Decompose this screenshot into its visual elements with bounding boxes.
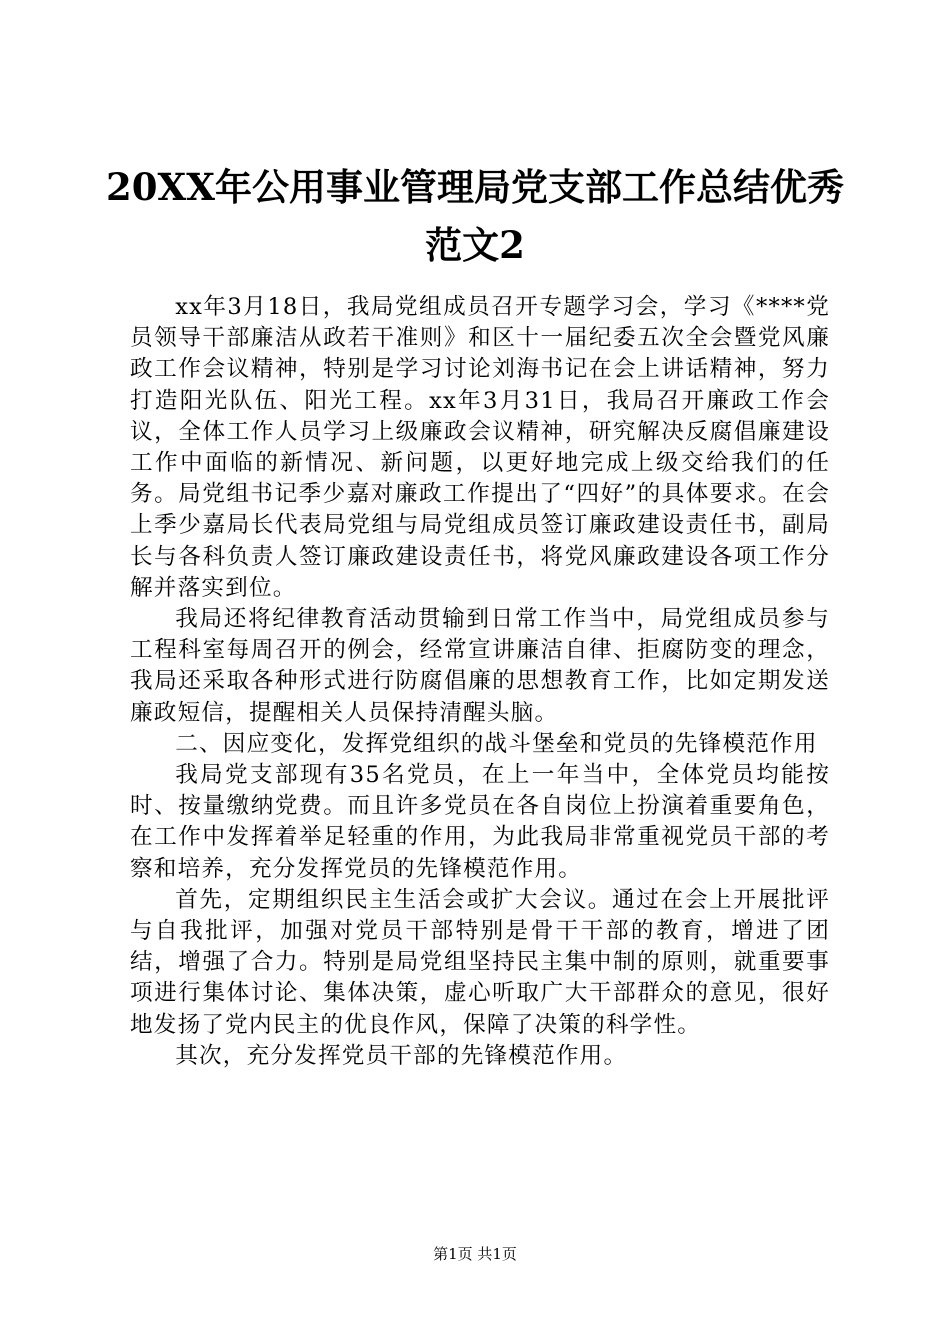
paragraph-3: 我局党支部现有35名党员，在上一年当中，全体党员均能按时、按量缴纳党费。而且许多党员在各自岗位上扮演着重要角色，在工作中发挥着举足轻重的作用，为此我局非常重视党员干部的考察和培养，充分发挥党员的先锋模范作用。 [130,762,830,882]
paragraph-5: 其次，充分发挥党员干部的先锋模范作用。 [175,1042,628,1069]
paragraph-2: 我局还将纪律教育活动贯输到日常工作当中，局党组成员参与工程科室每周召开的例会，经常宣讲廉洁自律、拒腐防变的理念，我局还采取各种形式进行防腐倡廉的思想教育工作，比如定期发送廉政短信，提醒相关人员保持清醒头脑。 [130,606,830,726]
paragraph-1: xx年3月18日，我局党组成员召开专题学习会，学习《****党员领导干部廉洁从政若干准则》和区十一届纪委五次全会暨党风廉政工作会议精神，特别是学习讨论刘海书记在会上讲话精神，努力打造阳光队伍、阳光工程。xx年3月31日，我局召开廉政工作会议，全体工作人员学习上级廉政会议精神，研究解决反腐倡廉建设工作中面临的新情况、新问题，以更好地完成上级交给我们的任务。局党组书记季少嘉对廉政工作提出了“四好”的具体要求。在会上季少嘉局长代表局党组与局党组成员签订廉政建设责任书，副局长与各科负责人签订廉政建设责任书，将党风廉政建设各项工作分解并落实到位。 [130,294,830,601]
section-heading-2: 二、因应变化，发挥党组织的战斗堡垒和党员的先锋模范作用 [175,730,818,757]
page-footer: 第1页 共1页 [433,1245,517,1263]
title-line-1: 20XX年公用事业管理局党支部工作总结优秀 [106,165,844,209]
title-line-2: 范文2 [425,223,525,267]
document-title [60,158,890,274]
paragraph-4: 首先，定期组织民主生活会或扩大会议。通过在会上开展批评与自我批评，加强对党员干部特别是骨干干部的教育，增进了团结，增强了合力。特别是局党组坚持民主集中制的原则，就重要事项进行集体讨论、集体决策，虚心听取广大干部群众的意见，很好地发扬了党内民主的优良作风，保障了决策的科学性。 [130,886,830,1038]
document-body [130,292,830,1072]
